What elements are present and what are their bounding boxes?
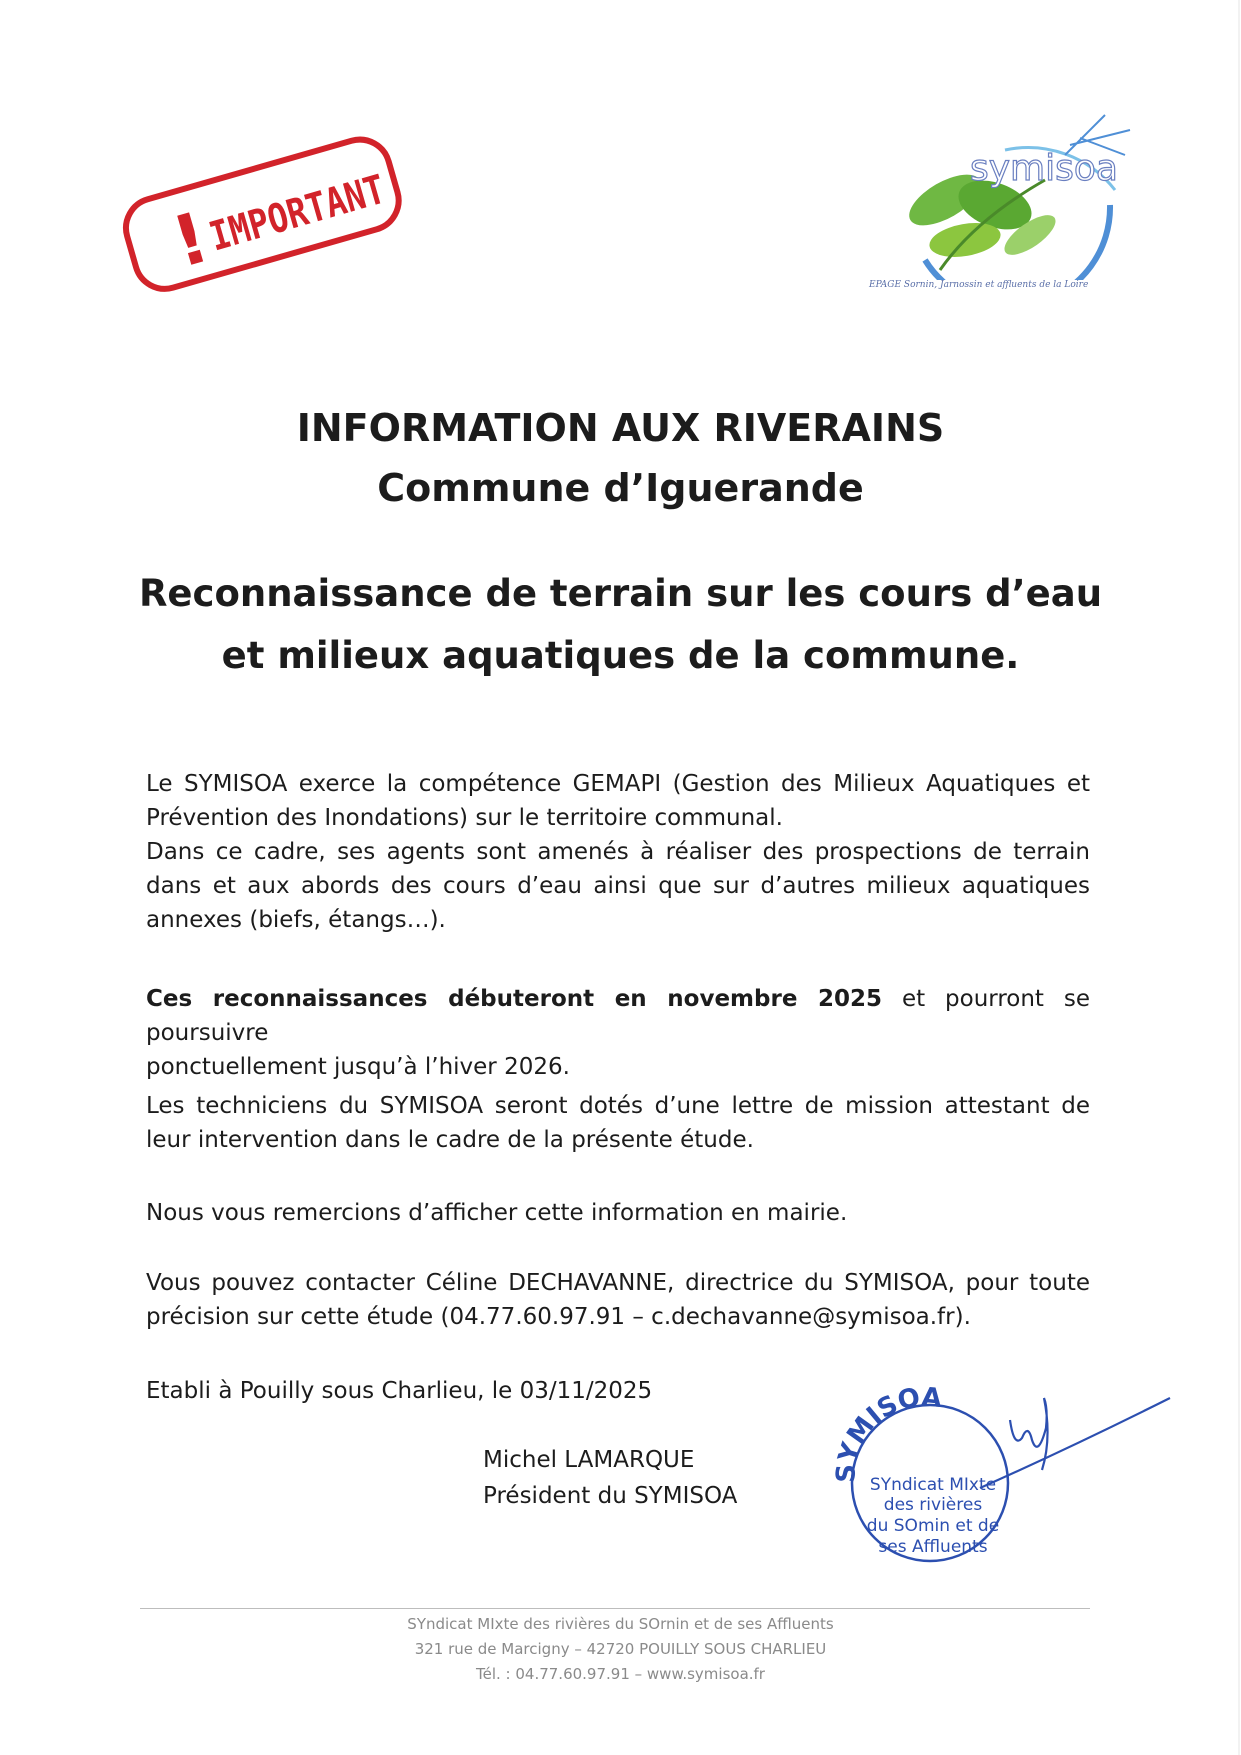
page-title: INFORMATION AUX RIVERAINS bbox=[296, 406, 945, 450]
official-seal-graphic bbox=[830, 1378, 1180, 1578]
text-line: Vous pouvez contacter Céline DECHAVANNE, directrice du SYMISOA, pour toute bbox=[146, 1270, 1090, 1296]
official-seal bbox=[830, 1378, 1180, 1578]
signatory-name: Michel LAMARQUE bbox=[483, 1447, 695, 1473]
footer-contact: Tél. : 04.77.60.97.91 – www.symisoa.fr bbox=[476, 1665, 765, 1683]
signatory-role: Président du SYMISOA bbox=[483, 1483, 738, 1509]
text-line: Les techniciens du SYMISOA seront dotés d’une lettre de mission attestant de bbox=[146, 1093, 1090, 1119]
seal-line: ses Affluents bbox=[878, 1537, 988, 1557]
text-line: précision sur cette étude (04.77.60.97.91 – c.dechavanne@symisoa.fr). bbox=[146, 1304, 971, 1330]
page-edge bbox=[1238, 0, 1240, 1755]
paragraph-dates bbox=[146, 982, 1090, 1084]
paragraph-gemapi bbox=[146, 767, 1090, 937]
footer-address: 321 rue de Marcigny – 42720 POUILLY SOUS CHARLIEU bbox=[414, 1640, 827, 1658]
text-line: Dans ce cadre, ses agents sont amenés à réaliser des prospections de terrain bbox=[146, 839, 1090, 865]
signature bbox=[980, 1398, 1170, 1488]
logo-caption: EPAGE Sornin, Jarnossin et affluents de la Loire bbox=[869, 280, 1089, 290]
text-line: ponctuellement jusqu’à l’hiver 2026. bbox=[146, 1054, 570, 1080]
dates-bold: Ces reconnaissances débuteront en novembre 2025 bbox=[146, 986, 883, 1012]
text-line: Nous vous remercions d’afficher cette information en mairie. bbox=[146, 1200, 848, 1226]
commune-title: Commune d’Iguerande bbox=[377, 466, 864, 510]
seal-line: des rivières bbox=[883, 1495, 983, 1515]
text-line bbox=[146, 982, 1090, 1050]
symisoa-logo-graphic bbox=[855, 110, 1155, 280]
paragraph-mairie bbox=[146, 1196, 1090, 1230]
important-stamp bbox=[108, 128, 418, 298]
text-line: dans et aux abords des cours d’eau ainsi que sur d’autres milieux aquatiques bbox=[146, 873, 1090, 899]
important-stamp-text: IMPORTANT bbox=[204, 156, 418, 261]
logo-wordmark: symisoa bbox=[970, 148, 1118, 189]
symisoa-logo bbox=[855, 110, 1155, 300]
footer-divider bbox=[140, 1608, 1090, 1609]
signatory bbox=[483, 1442, 737, 1514]
dates-rest: et pourront se poursuivre bbox=[146, 986, 1090, 1046]
footer-org: SYndicat MIxte des rivières du SOrnin et de ses Affluents bbox=[407, 1615, 834, 1633]
seal-line: du SOmin et de bbox=[866, 1516, 1000, 1536]
important-stamp-mark: ! bbox=[163, 196, 218, 284]
paragraph-technicians bbox=[146, 1089, 1090, 1157]
paragraph-contact bbox=[146, 1266, 1090, 1334]
text-line: leur intervention dans le cadre de la présente étude. bbox=[146, 1127, 754, 1153]
important-stamp-graphic bbox=[108, 128, 418, 298]
seal-line: SYndicat MIxte bbox=[869, 1475, 997, 1495]
subtitle-line-1: Reconnaissance de terrain sur les cours d’eau bbox=[138, 572, 1103, 615]
seal-arc-text: SYMISOA bbox=[831, 1382, 944, 1484]
text-line: Etabli à Pouilly sous Charlieu, le 03/11/2025 bbox=[146, 1378, 653, 1404]
text-line: Prévention des Inondations) sur le territoire communal. bbox=[146, 805, 783, 831]
text-line: Le SYMISOA exerce la compétence GEMAPI (Gestion des Milieux Aquatiques et bbox=[146, 771, 1090, 797]
text-line: annexes (biefs, étangs…). bbox=[146, 907, 446, 933]
subtitle-line-2: et milieux aquatiques de la commune. bbox=[221, 634, 1020, 677]
